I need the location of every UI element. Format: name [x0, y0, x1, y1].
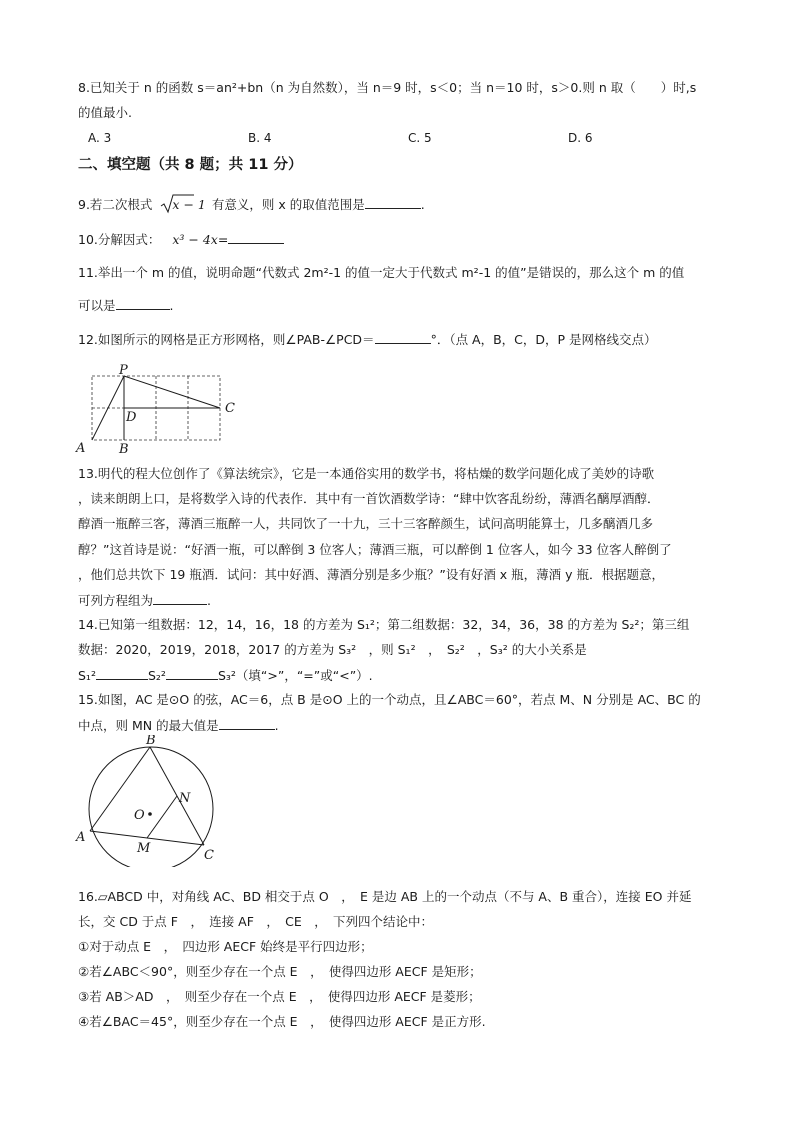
question-11-line-1: 11.举出一个 m 的值，说明命题“代数式 2m²-1 的值一定大于代数式 m²-1 的值”是错误的，那么这个 m 的值 [78, 265, 685, 280]
radical-sign-icon [160, 194, 194, 214]
question-13-line-3: 醇酒一瓶醉三客，薄酒三瓶醉一人，共同饮了一十九，三十三客醉颜生，试问高明能算士，几多醨酒几多 [78, 516, 654, 531]
question-12 [78, 331, 657, 348]
square-root [162, 197, 205, 213]
question-13-line-4: 醇？”这首诗是说：“好酒一瓶，可以醉倒 3 位客人；薄酒三瓶，可以醉倒 1 位客人，如今 33 位客人醉倒了 [78, 542, 672, 557]
question-10 [78, 231, 284, 248]
question-16-line-1: 16.▱ABCD 中，对角线 AC、BD 相交于点 O ， E 是边 AB 上的一个动点（不与 A、B 重合），连接 EO 并延 [78, 889, 692, 904]
q12-answer-blank[interactable] [375, 331, 431, 344]
label-o: O [134, 808, 145, 823]
question-16-statement-2: ②若∠ABC＜90°，则至少存在一个点 E ， 使得四边形 AECF 是矩形； [78, 964, 482, 979]
q11-end: . [169, 298, 174, 313]
q10-answer-blank[interactable] [228, 231, 284, 244]
label-n: N [179, 791, 191, 806]
section-title: 二、填空题（共 8 题；共 11 分） [78, 157, 303, 173]
q13-prefix: 可列方程组为 [78, 593, 154, 608]
question-16-statement-3: ③若 AB＞AD ， 则至少存在一个点 E ， 使得四边形 AECF 是菱形； [78, 989, 481, 1004]
q9-end: . [420, 197, 425, 212]
q9-suffix: 有意义，则 x 的取值范围是 [211, 197, 365, 212]
question-14-line-1: 14.已知第一组数据：12，14，16，18 的方差为 S₁²；第二组数据：32，34，36，38 的方差为 S₂²；第三组 [78, 617, 690, 632]
question-13-line-1: 13.明代的程大位创作了《算法统宗》，它是一本通俗实用的数学书，将枯燥的数学问题化成了美妙的诗歌 [78, 466, 655, 481]
q14-s2: S₂² [147, 668, 166, 683]
q12-grid-figure [72, 362, 252, 458]
question-9 [78, 196, 425, 213]
label-b: B [119, 442, 129, 454]
q9-answer-blank[interactable] [365, 196, 421, 209]
q10-equals: = [217, 232, 229, 247]
question-13-line-5: ，他们总共饮下 19 瓶酒．试问：其中好酒、薄酒分别是多少瓶？”设有好酒 x 瓶，薄酒 y 瓶．根据题意， [78, 567, 665, 582]
q15-end: . [274, 718, 279, 733]
question-11-line-2 [78, 297, 174, 314]
q12-prefix: 12.如图所示的网格是正方形网格，则∠PAB-∠PCD＝ [78, 332, 375, 347]
question-14-line-2: 数据：2020，2019，2018，2017 的方差为 S₃² ，则 S₁² ， S₂² ，S₃² 的大小关系是 [78, 642, 587, 657]
question-14-line-3 [78, 667, 373, 684]
q13-answer-blank[interactable] [153, 592, 207, 605]
q8-option-a: A. 3 [88, 131, 112, 145]
q9-prefix: 9.若二次根式 [78, 197, 153, 212]
label-c: C [225, 401, 235, 416]
label-p: P [119, 363, 128, 378]
question-8-line-2: 的值最小. [78, 105, 132, 120]
q15-prefix: 中点，则 MN 的最大值是 [78, 718, 219, 733]
q11-answer-blank[interactable] [116, 297, 170, 310]
question-13-line-6 [78, 592, 211, 609]
q12-suffix: °．（点 A，B，C，D，P 是网格线交点） [430, 332, 657, 347]
q14-s1: S₁² [78, 668, 96, 683]
label-b: B [146, 735, 156, 748]
q13-end: . [207, 593, 211, 608]
q10-prefix: 10.分解因式： [78, 232, 161, 247]
q15-circle-figure [70, 735, 230, 871]
label-a: A [76, 830, 86, 845]
q8-option-c: C. 5 [408, 131, 432, 145]
q15-answer-blank[interactable] [219, 717, 275, 730]
question-16-statement-1: ①对于动点 E ， 四边形 AECF 始终是平行四边形； [78, 939, 373, 954]
question-15-line-2 [78, 717, 279, 734]
q8-option-d: D. 6 [568, 131, 593, 145]
question-16-line-2: 长，交 CD 于点 F ， 连接 AF ， CE ， 下列四个结论中： [78, 914, 434, 929]
q11-prefix: 可以是 [78, 298, 116, 313]
label-m: M [137, 841, 151, 856]
q14-s3: S₃²（填“>”，“=”或“<”）. [217, 668, 373, 683]
question-16-statement-4: ④若∠BAC＝45°，则至少存在一个点 E ， 使得四边形 AECF 是正方形. [78, 1014, 486, 1029]
q9-radicand: x − 1 [172, 197, 206, 212]
q14-blank-2[interactable] [166, 667, 218, 680]
question-8-line-1: 8.已知关于 n 的函数 s＝an²+bn（n 为自然数），当 n＝9 时，s＜0；当 n＝10 时，s＞0.则 n 取（ ）时,s [78, 80, 697, 95]
q14-blank-1[interactable] [96, 667, 148, 680]
question-15-line-1: 15.如图，AC 是⊙O 的弦，AC＝6，点 B 是⊙O 上的一个动点，且∠ABC＝60°，若点 M、N 分别是 AC、BC 的 [78, 692, 701, 707]
question-13-line-2: ，读来朗朗上口，是将数学入诗的代表作．其中有一首饮酒数学诗：“肆中饮客乱纷纷，薄酒名醨厚酒醇． [78, 491, 660, 506]
q8-option-b: B. 4 [248, 131, 272, 145]
label-c: C [204, 848, 214, 863]
label-d: D [126, 410, 137, 425]
label-a: A [76, 441, 86, 454]
q10-expression: x³ − 4x [172, 232, 218, 247]
